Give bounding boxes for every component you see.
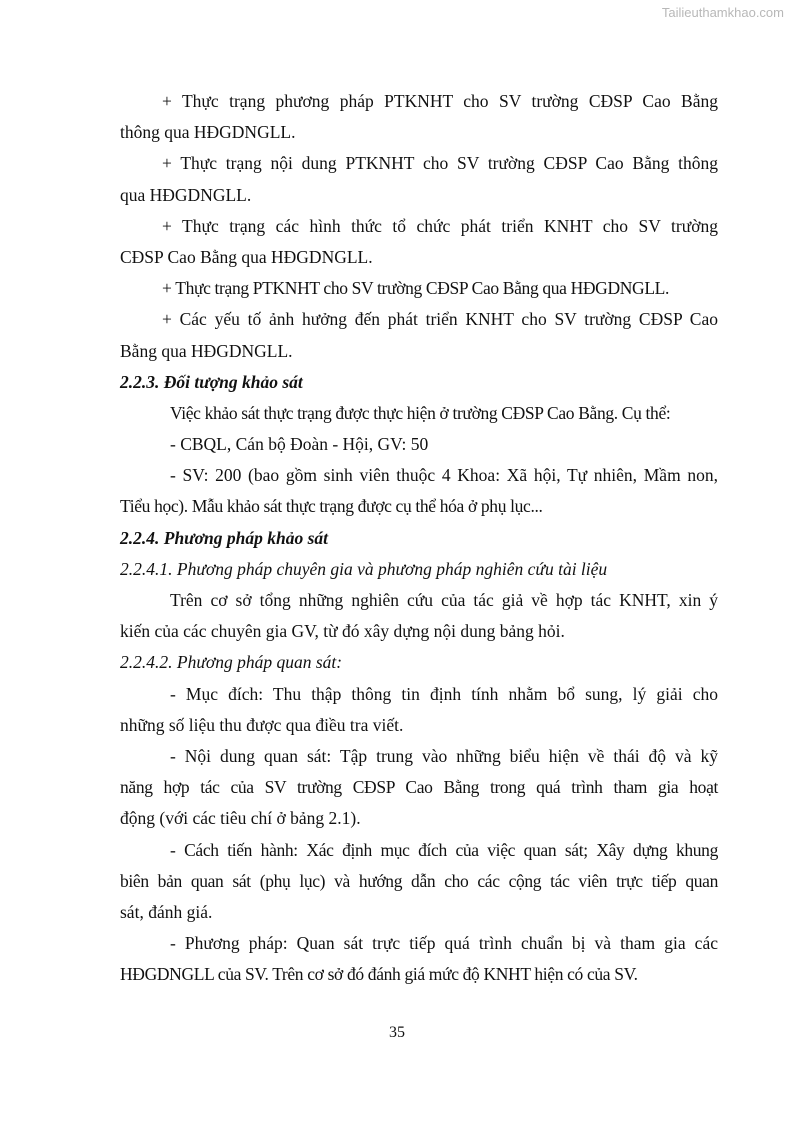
list-item: - SV: 200 (bao gồm sinh viên thuộc 4 Khoa: Xã hội, Tự nhiên, Mầm non, <box>170 465 718 486</box>
text-line: CĐSP Cao Bằng qua HĐGDNGLL. <box>120 246 373 267</box>
paragraph-line: Trên cơ sở tổng những nghiên cứu của tác giả về hợp tác KNHT, xin ý <box>170 590 718 610</box>
text-line: sát, đánh giá. <box>120 901 213 922</box>
subsection-heading-2-2-4-1: 2.2.4.1. Phương pháp chuyên gia và phương pháp nghiên cứu tài liệu <box>120 558 608 579</box>
text-line: Bằng qua HĐGDNGLL. <box>120 340 293 361</box>
list-item: - Phương pháp: Quan sát trực tiếp quá trình chuẩn bị và tham gia các <box>170 933 718 954</box>
paragraph-line: Việc khảo sát thực trạng được thực hiện ở trường CĐSP Cao Bằng. Cụ thể: <box>170 402 671 423</box>
text-line: biên bản quan sát (phụ lục) và hướng dẫn cho các cộng tác viên trực tiếp quan <box>120 870 718 891</box>
document-body <box>120 86 718 990</box>
subsection-heading-2-2-4-2: 2.2.4.2. Phương pháp quan sát: <box>120 652 343 673</box>
text-line: thông qua HĐGDNGLL. <box>120 122 296 143</box>
text-line: động (với các tiêu chí ở bảng 2.1). <box>120 808 361 829</box>
watermark: Tailieuthamkhao.com <box>661 5 784 20</box>
text-line: HĐGDNGLL của SV. Trên cơ sở đó đánh giá mức độ KNHT hiện có của SV. <box>120 964 638 985</box>
bullet-line: + Thực trạng nội dung PTKNHT cho SV trường CĐSP Cao Bằng thông <box>162 153 718 174</box>
text-line: kiến của các chuyên gia GV, từ đó xây dựng nội dung bảng hỏi. <box>120 621 565 642</box>
bullet-line: + Thực trạng các hình thức tổ chức phát triển KNHT cho SV trường <box>162 215 718 236</box>
list-item: - Nội dung quan sát: Tập trung vào những biểu hiện về thái độ và kỹ <box>170 745 718 766</box>
list-item: - CBQL, Cán bộ Đoàn - Hội, GV: 50 <box>170 434 429 455</box>
text-line: Tiểu học). Mẫu khảo sát thực trạng được cụ thể hóa ở phụ lục... <box>120 496 543 517</box>
text-line: năng hợp tác của SV trường CĐSP Cao Bằng trong quá trình tham gia hoạt <box>120 777 718 798</box>
bullet-line: + Các yếu tố ảnh hưởng đến phát triển KNHT cho SV trường CĐSP Cao <box>162 309 718 330</box>
section-heading-2-2-3: 2.2.3. Đối tượng khảo sát <box>120 371 303 392</box>
text-line: những số liệu thu được qua điều tra viết. <box>120 714 404 735</box>
bullet-line: + Thực trạng PTKNHT cho SV trường CĐSP Cao Bằng qua HĐGDNGLL. <box>162 278 670 299</box>
page-number: 35 <box>389 1024 405 1041</box>
section-heading-2-2-4: 2.2.4. Phương pháp khảo sát <box>120 527 329 548</box>
bullet-line: + Thực trạng phương pháp PTKNHT cho SV trường CĐSP Cao Bằng <box>162 91 718 111</box>
list-item: - Cách tiến hành: Xác định mục đích của việc quan sát; Xây dựng khung <box>170 839 718 860</box>
list-item: - Mục đích: Thu thập thông tin định tính nhằm bổ sung, lý giải cho <box>170 683 718 704</box>
text-line: qua HĐGDNGLL. <box>120 184 252 205</box>
